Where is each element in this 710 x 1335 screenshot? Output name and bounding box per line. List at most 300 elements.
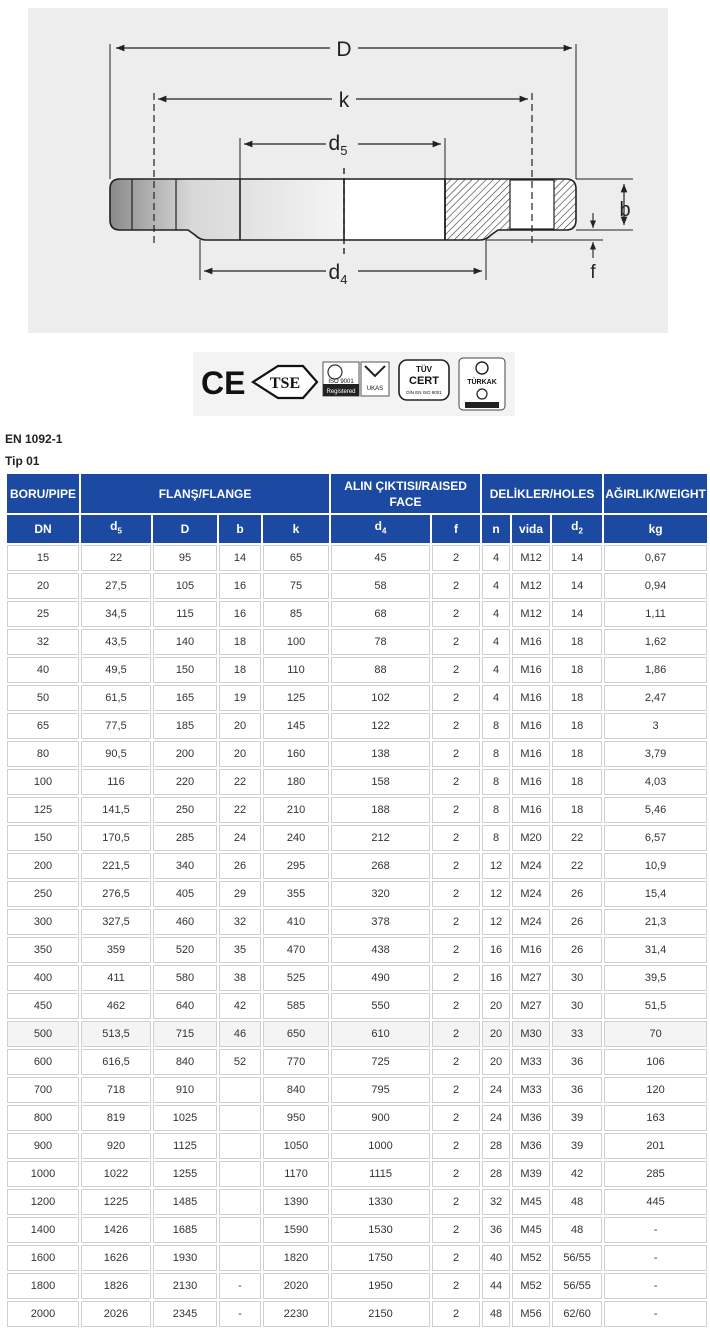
table-cell: 840 bbox=[263, 1077, 329, 1103]
table-cell: - bbox=[604, 1217, 707, 1243]
table-cell: M33 bbox=[512, 1077, 550, 1103]
table-cell: 8 bbox=[482, 713, 510, 739]
table-cell: 2130 bbox=[153, 1273, 217, 1299]
label-d5: $d_5$ bbox=[328, 132, 348, 158]
col-n: n bbox=[482, 515, 510, 543]
table-cell: 1750 bbox=[331, 1245, 430, 1271]
header-pipe: BORU/PIPE bbox=[7, 474, 79, 513]
table-cell: 16 bbox=[482, 965, 510, 991]
table-cell: 1,86 bbox=[604, 657, 707, 683]
table-cell: 2 bbox=[432, 741, 480, 767]
table-cell: 1626 bbox=[81, 1245, 151, 1271]
table-cell: 340 bbox=[153, 853, 217, 879]
col-D: D bbox=[153, 515, 217, 543]
table-cell: 1170 bbox=[263, 1161, 329, 1187]
table-row bbox=[7, 1077, 707, 1103]
table-cell: 3,79 bbox=[604, 741, 707, 767]
svg-text:ISO 9001: ISO 9001 bbox=[328, 379, 354, 385]
table-cell: 62/60 bbox=[552, 1301, 602, 1327]
table-cell: 20 bbox=[7, 573, 79, 599]
table-row bbox=[7, 937, 707, 963]
col-dn: DN bbox=[7, 515, 79, 543]
table-cell: 20 bbox=[482, 993, 510, 1019]
table-cell: 1022 bbox=[81, 1161, 151, 1187]
table-cell: 411 bbox=[81, 965, 151, 991]
table-cell: 90,5 bbox=[81, 741, 151, 767]
table-cell: 38 bbox=[219, 965, 261, 991]
table-cell: 125 bbox=[263, 685, 329, 711]
table-cell: 8 bbox=[482, 769, 510, 795]
table-cell: M16 bbox=[512, 937, 550, 963]
table-cell: 1000 bbox=[7, 1161, 79, 1187]
table-cell: 56/55 bbox=[552, 1245, 602, 1271]
table-cell: 438 bbox=[331, 937, 430, 963]
table-row bbox=[7, 601, 707, 627]
table-cell: M16 bbox=[512, 797, 550, 823]
table-cell: 36 bbox=[552, 1049, 602, 1075]
table-cell: 700 bbox=[7, 1077, 79, 1103]
table-cell: 1426 bbox=[81, 1217, 151, 1243]
tse-logo bbox=[253, 366, 317, 398]
table-cell: M24 bbox=[512, 909, 550, 935]
svg-text:TÜRKAK: TÜRKAK bbox=[467, 379, 497, 386]
table-cell: 0,67 bbox=[604, 545, 707, 571]
table-cell: M52 bbox=[512, 1273, 550, 1299]
table-cell: 31,4 bbox=[604, 937, 707, 963]
table-cell: 1400 bbox=[7, 1217, 79, 1243]
table-cell: 2026 bbox=[81, 1301, 151, 1327]
table-cell: 2 bbox=[432, 797, 480, 823]
table-cell: 320 bbox=[331, 881, 430, 907]
certification-logos bbox=[193, 352, 515, 416]
table-cell: 212 bbox=[331, 825, 430, 851]
table-row bbox=[7, 741, 707, 767]
table-cell: M27 bbox=[512, 993, 550, 1019]
table-cell: 12 bbox=[482, 881, 510, 907]
table-cell: 24 bbox=[482, 1077, 510, 1103]
table-cell: 1,11 bbox=[604, 601, 707, 627]
table-cell: 350 bbox=[7, 937, 79, 963]
table-row bbox=[7, 657, 707, 683]
table-cell: 268 bbox=[331, 853, 430, 879]
table-cell: 285 bbox=[604, 1161, 707, 1187]
table-cell: 900 bbox=[331, 1105, 430, 1131]
table-cell: 3 bbox=[604, 713, 707, 739]
label-b: b bbox=[619, 199, 631, 221]
table-cell: 18 bbox=[552, 713, 602, 739]
table-cell: M39 bbox=[512, 1161, 550, 1187]
table-cell: 2 bbox=[432, 1021, 480, 1047]
table-cell: 34,5 bbox=[81, 601, 151, 627]
flange-spec-table bbox=[5, 472, 709, 1329]
table-cell: M16 bbox=[512, 741, 550, 767]
table-row bbox=[7, 1161, 707, 1187]
table-cell: 39,5 bbox=[604, 965, 707, 991]
table-cell: 910 bbox=[153, 1077, 217, 1103]
table-cell: M56 bbox=[512, 1301, 550, 1327]
table-cell: 158 bbox=[331, 769, 430, 795]
table-cell: 378 bbox=[331, 909, 430, 935]
table-cell: 2 bbox=[432, 1301, 480, 1327]
table-cell: 44 bbox=[482, 1273, 510, 1299]
table-cell: 4 bbox=[482, 573, 510, 599]
table-cell bbox=[219, 1217, 261, 1243]
table-cell: 15 bbox=[7, 545, 79, 571]
column-header-row bbox=[7, 515, 707, 543]
table-cell: 18 bbox=[552, 685, 602, 711]
table-cell: 116 bbox=[81, 769, 151, 795]
table-cell: 180 bbox=[263, 769, 329, 795]
table-cell bbox=[219, 1189, 261, 1215]
table-cell: 29 bbox=[219, 881, 261, 907]
table-cell: 141,5 bbox=[81, 797, 151, 823]
table-row bbox=[7, 573, 707, 599]
table-cell: 1330 bbox=[331, 1189, 430, 1215]
ce-logo: CE bbox=[201, 365, 246, 401]
table-cell: 950 bbox=[263, 1105, 329, 1131]
table-cell: 1685 bbox=[153, 1217, 217, 1243]
table-cell: 26 bbox=[219, 853, 261, 879]
table-cell: 1115 bbox=[331, 1161, 430, 1187]
table-cell: 5,46 bbox=[604, 797, 707, 823]
table-cell: 1125 bbox=[153, 1133, 217, 1159]
table-cell: 725 bbox=[331, 1049, 430, 1075]
table-row bbox=[7, 713, 707, 739]
table-row bbox=[7, 881, 707, 907]
table-cell: 1225 bbox=[81, 1189, 151, 1215]
table-cell: 4 bbox=[482, 657, 510, 683]
table-cell: 18 bbox=[552, 769, 602, 795]
table-cell: 48 bbox=[552, 1189, 602, 1215]
table-cell: 125 bbox=[7, 797, 79, 823]
type-title: Tip 01 bbox=[5, 454, 40, 468]
table-cell: 24 bbox=[482, 1105, 510, 1131]
table-cell: 50 bbox=[7, 685, 79, 711]
table-cell: 42 bbox=[552, 1161, 602, 1187]
table-cell: 22 bbox=[81, 545, 151, 571]
table-cell: 36 bbox=[482, 1217, 510, 1243]
table-cell: 2 bbox=[432, 573, 480, 599]
table-cell: 20 bbox=[219, 713, 261, 739]
table-cell: 150 bbox=[153, 657, 217, 683]
table-cell: 640 bbox=[153, 993, 217, 1019]
table-cell: 327,5 bbox=[81, 909, 151, 935]
table-cell: 355 bbox=[263, 881, 329, 907]
table-cell: 32 bbox=[7, 629, 79, 655]
table-cell: 1390 bbox=[263, 1189, 329, 1215]
table-cell: 12 bbox=[482, 853, 510, 879]
table-cell: 16 bbox=[219, 601, 261, 627]
table-cell: 42 bbox=[219, 993, 261, 1019]
table-cell: 1025 bbox=[153, 1105, 217, 1131]
table-cell: 8 bbox=[482, 741, 510, 767]
table-cell: 1,62 bbox=[604, 629, 707, 655]
table-cell: 33 bbox=[552, 1021, 602, 1047]
table-cell: 30 bbox=[552, 993, 602, 1019]
table-cell: 39 bbox=[552, 1105, 602, 1131]
table-cell: 4 bbox=[482, 601, 510, 627]
table-cell: 18 bbox=[552, 657, 602, 683]
table-cell: 2 bbox=[432, 993, 480, 1019]
header-holes: DELİKLER/HOLES bbox=[482, 474, 602, 513]
table-cell: 18 bbox=[552, 629, 602, 655]
table-cell: - bbox=[604, 1273, 707, 1299]
table-cell: M12 bbox=[512, 573, 550, 599]
table-cell: 20 bbox=[482, 1021, 510, 1047]
table-cell: M36 bbox=[512, 1105, 550, 1131]
table-cell: 250 bbox=[153, 797, 217, 823]
table-row bbox=[7, 909, 707, 935]
table-cell: M16 bbox=[512, 769, 550, 795]
table-cell: M45 bbox=[512, 1189, 550, 1215]
table-cell: 78 bbox=[331, 629, 430, 655]
table-cell: 26 bbox=[552, 937, 602, 963]
table-cell bbox=[219, 1077, 261, 1103]
table-cell: 460 bbox=[153, 909, 217, 935]
table-cell: 2 bbox=[432, 965, 480, 991]
table-cell: 2 bbox=[432, 685, 480, 711]
table-cell: M52 bbox=[512, 1245, 550, 1271]
table-cell: 1255 bbox=[153, 1161, 217, 1187]
table-cell: 10,9 bbox=[604, 853, 707, 879]
table-cell: 445 bbox=[604, 1189, 707, 1215]
table-cell: 8 bbox=[482, 797, 510, 823]
flange-diagram bbox=[28, 8, 668, 333]
table-row bbox=[7, 1273, 707, 1299]
table-cell: - bbox=[604, 1245, 707, 1271]
label-k: k bbox=[338, 89, 350, 112]
table-cell: 2 bbox=[432, 657, 480, 683]
iso-logo bbox=[323, 362, 359, 396]
table-cell: 4,03 bbox=[604, 769, 707, 795]
table-cell: 1950 bbox=[331, 1273, 430, 1299]
table-cell: 250 bbox=[7, 881, 79, 907]
table-cell: M36 bbox=[512, 1133, 550, 1159]
table-row bbox=[7, 1189, 707, 1215]
table-cell: 2 bbox=[432, 1273, 480, 1299]
table-cell: 610 bbox=[331, 1021, 430, 1047]
flange-drawing bbox=[28, 8, 668, 333]
table-cell: 525 bbox=[263, 965, 329, 991]
table-cell: 795 bbox=[331, 1077, 430, 1103]
table-cell: - bbox=[219, 1273, 261, 1299]
table-cell: 19 bbox=[219, 685, 261, 711]
table-cell: 1590 bbox=[263, 1217, 329, 1243]
table-cell: 2 bbox=[432, 1217, 480, 1243]
table-cell: 616,5 bbox=[81, 1049, 151, 1075]
table-cell: M16 bbox=[512, 629, 550, 655]
table-cell: 15,4 bbox=[604, 881, 707, 907]
table-row bbox=[7, 1217, 707, 1243]
table-cell: 20 bbox=[219, 741, 261, 767]
table-cell: 2 bbox=[432, 1189, 480, 1215]
header-flange: FLANŞ/FLANGE bbox=[81, 474, 329, 513]
table-cell: 32 bbox=[482, 1189, 510, 1215]
table-row bbox=[7, 1133, 707, 1159]
table-cell: 300 bbox=[7, 909, 79, 935]
table-cell: 48 bbox=[552, 1217, 602, 1243]
col-k: k bbox=[263, 515, 329, 543]
table-cell: M24 bbox=[512, 853, 550, 879]
table-cell: - bbox=[219, 1301, 261, 1327]
table-cell: 115 bbox=[153, 601, 217, 627]
table-cell: 1050 bbox=[263, 1133, 329, 1159]
table-cell: 2 bbox=[432, 629, 480, 655]
table-cell: 18 bbox=[552, 797, 602, 823]
table-cell: 32 bbox=[219, 909, 261, 935]
col-d2: $d_2$ bbox=[552, 515, 602, 543]
table-cell bbox=[219, 1161, 261, 1187]
table-cell: 188 bbox=[331, 797, 430, 823]
table-cell: 2,47 bbox=[604, 685, 707, 711]
table-cell: 88 bbox=[331, 657, 430, 683]
table-cell: 75 bbox=[263, 573, 329, 599]
table-cell: 163 bbox=[604, 1105, 707, 1131]
table-cell: 1600 bbox=[7, 1245, 79, 1271]
table-cell: 285 bbox=[153, 825, 217, 851]
table-cell: M33 bbox=[512, 1049, 550, 1075]
table-cell: 715 bbox=[153, 1021, 217, 1047]
table-cell: 520 bbox=[153, 937, 217, 963]
table-cell: 21,3 bbox=[604, 909, 707, 935]
table-cell: 200 bbox=[153, 741, 217, 767]
group-header-row bbox=[7, 474, 707, 513]
table-cell: 410 bbox=[263, 909, 329, 935]
table-cell: 585 bbox=[263, 993, 329, 1019]
turkak-logo bbox=[459, 358, 505, 410]
table-cell: 68 bbox=[331, 601, 430, 627]
table-cell: 30 bbox=[552, 965, 602, 991]
table-cell: 500 bbox=[7, 1021, 79, 1047]
table-cell: 2 bbox=[432, 853, 480, 879]
table-cell: 2 bbox=[432, 1133, 480, 1159]
table-cell: 819 bbox=[81, 1105, 151, 1131]
table-cell: 2000 bbox=[7, 1301, 79, 1327]
table-cell: 46 bbox=[219, 1021, 261, 1047]
table-cell: 28 bbox=[482, 1161, 510, 1187]
table-cell: 6,57 bbox=[604, 825, 707, 851]
table-row bbox=[7, 965, 707, 991]
svg-text:CERT: CERT bbox=[409, 375, 439, 387]
table-cell: 359 bbox=[81, 937, 151, 963]
table-cell: 85 bbox=[263, 601, 329, 627]
table-cell: 14 bbox=[552, 545, 602, 571]
table-cell bbox=[219, 1105, 261, 1131]
label-D: D bbox=[336, 38, 352, 61]
table-cell: 650 bbox=[263, 1021, 329, 1047]
table-cell: 45 bbox=[331, 545, 430, 571]
table-cell: 2345 bbox=[153, 1301, 217, 1327]
table-cell: 122 bbox=[331, 713, 430, 739]
table-cell: 770 bbox=[263, 1049, 329, 1075]
tuv-logo bbox=[399, 360, 449, 400]
table-cell: 2 bbox=[432, 937, 480, 963]
table-cell: 22 bbox=[552, 853, 602, 879]
table-cell: 27,5 bbox=[81, 573, 151, 599]
table-cell: 2 bbox=[432, 909, 480, 935]
table-row bbox=[7, 1245, 707, 1271]
table-cell: 1820 bbox=[263, 1245, 329, 1271]
table-cell: 900 bbox=[7, 1133, 79, 1159]
svg-text:TÜV: TÜV bbox=[416, 365, 432, 374]
table-cell: 14 bbox=[219, 545, 261, 571]
table-cell bbox=[219, 1133, 261, 1159]
table-cell: 220 bbox=[153, 769, 217, 795]
table-cell: 0,94 bbox=[604, 573, 707, 599]
table-row bbox=[7, 797, 707, 823]
table-cell: 25 bbox=[7, 601, 79, 627]
table-cell: 35 bbox=[219, 937, 261, 963]
table-cell: 106 bbox=[604, 1049, 707, 1075]
table-cell: M16 bbox=[512, 713, 550, 739]
table-cell: 4 bbox=[482, 629, 510, 655]
table-cell: 718 bbox=[81, 1077, 151, 1103]
table-cell: 2 bbox=[432, 769, 480, 795]
table-cell: 210 bbox=[263, 797, 329, 823]
table-cell: M12 bbox=[512, 601, 550, 627]
table-cell: 8 bbox=[482, 825, 510, 851]
table-cell: 22 bbox=[552, 825, 602, 851]
table-cell: 77,5 bbox=[81, 713, 151, 739]
table-cell: 2 bbox=[432, 881, 480, 907]
table-cell: 2 bbox=[432, 713, 480, 739]
table-cell: 2020 bbox=[263, 1273, 329, 1299]
svg-text:Registered: Registered bbox=[326, 389, 356, 395]
table-cell: 80 bbox=[7, 741, 79, 767]
table-cell: 221,5 bbox=[81, 853, 151, 879]
table-cell: 405 bbox=[153, 881, 217, 907]
table-cell: 4 bbox=[482, 685, 510, 711]
label-f: f bbox=[590, 262, 596, 283]
table-row bbox=[7, 1049, 707, 1075]
table-cell: 110 bbox=[263, 657, 329, 683]
table-cell: 26 bbox=[552, 909, 602, 935]
table-cell: 49,5 bbox=[81, 657, 151, 683]
table-cell: 22 bbox=[219, 797, 261, 823]
table-cell: 450 bbox=[7, 993, 79, 1019]
table-cell: 24 bbox=[219, 825, 261, 851]
table-cell: 470 bbox=[263, 937, 329, 963]
table-cell: 100 bbox=[263, 629, 329, 655]
table-cell: M45 bbox=[512, 1217, 550, 1243]
table-cell: 138 bbox=[331, 741, 430, 767]
table-cell: 120 bbox=[604, 1077, 707, 1103]
table-row bbox=[7, 1301, 707, 1327]
table-cell: 105 bbox=[153, 573, 217, 599]
col-b: b bbox=[219, 515, 261, 543]
table-cell: 65 bbox=[263, 545, 329, 571]
table-cell: 14 bbox=[552, 601, 602, 627]
table-cell: 2 bbox=[432, 825, 480, 851]
table-cell: M27 bbox=[512, 965, 550, 991]
table-cell: 40 bbox=[7, 657, 79, 683]
table-row bbox=[7, 545, 707, 571]
table-cell: 800 bbox=[7, 1105, 79, 1131]
table-cell: M20 bbox=[512, 825, 550, 851]
svg-text:UKAS: UKAS bbox=[366, 386, 384, 392]
table-cell: 276,5 bbox=[81, 881, 151, 907]
table-cell: 102 bbox=[331, 685, 430, 711]
table-cell: 58 bbox=[331, 573, 430, 599]
table-cell: 2230 bbox=[263, 1301, 329, 1327]
table-cell: 240 bbox=[263, 825, 329, 851]
table-row bbox=[7, 993, 707, 1019]
table-cell: 140 bbox=[153, 629, 217, 655]
ukas-logo bbox=[361, 362, 389, 396]
table-cell: 51,5 bbox=[604, 993, 707, 1019]
table-cell: 1485 bbox=[153, 1189, 217, 1215]
svg-text:DIN EN ISO 9001: DIN EN ISO 9001 bbox=[406, 390, 442, 395]
